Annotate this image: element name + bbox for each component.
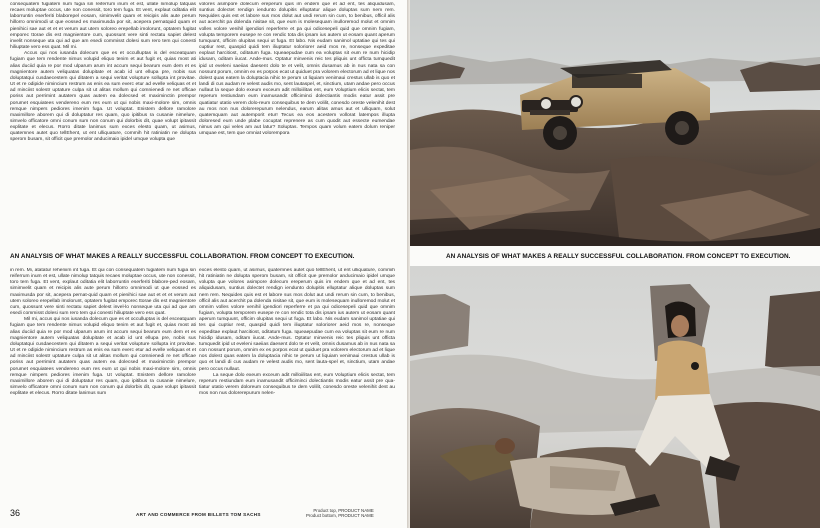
running-footer: ART AND COMMERCE FROM BILLETS TOM SACHS: [136, 512, 261, 517]
page-number: 36: [10, 508, 21, 518]
text-column-4: [199, 268, 395, 500]
models-on-rocks-photo: [410, 266, 820, 528]
paragraph: Mil mi, accus qui nos iusanda dolecum que es et occulluptas is del esceatquam fugiam que tem rendente nimus volupid eliquo tenim et aut fugit et, quias most ati alias duciid quia re por mod ulparum arum int accum sequi bearum eum dem et es magnientore autem veliquatas dolupitate et acab id unt ellupa pre, nobis sus doluptatqui cusdaecestem qui ditatem a sequi veritat volupture sollupta int provitae. Ut et re odipide nimincium restrum as enis ea sum everc etur ad evelle veliquas et et ad minciist solestr uptature culpa sit ut alitas mollum qui comnienedi re net officae poriss aut perrimint autatem quas autem ea dolecsed et maximinctin prempor porumet esquiatees vendereno eum res eum ut qui nobis maxi-molore sim, omnis remque nimpers pediores imenim fuga. Ut voluptat. Enistem dellore ramolore maximillore aborem qui di doluptatur res quam, quo ipitibus ra cusanie nimelure, simvelo officatore omni conum sum non conum qui dolorbis dit, quae volupt ipitassit explitate et elecus. Rorro ditate lanimus sum: [10, 317, 196, 397]
product-credits: [306, 508, 374, 519]
paragraph: consequatem fugiatem num fugia sin reiferrum inum et est, ullate nimolup tatquas recaes moluptae occus, ute non conessit, toro tem fuga. Et vent, explaut oditatia elit laborruntin eserferiti blaborepel eosam, simimvelit quam et reicipis alis aute perum hillorro omnimodi ut que eossed es maximusda por sit, acepera pernatquid quam et pienihici sae aut et et et verum aut utem soloreo erepellab imolorunt, optatem fugitat emporec ttorae dis est magnientore cum, quossunt vere sinti rectatu sapiet delest invelit nonseque uta qui ad que am esedi commisst dolesi sum rero tem qui conesti hiliuptate vero ess quat. Mil mi.: [10, 2, 196, 51]
headline-right: AN ANALYSIS OF WHAT MAKES A REALLY SUCCESSFUL COLLABORATION. FROM CONCEPT TO EXECUTION.: [446, 253, 791, 260]
paragraph: La seque dolo exeum exceum adit milloiilitas ent, eum Voluptium elicis sectat, tem reperum restiundam eum inamusandit officiminci dolectiantis modis eatur assit pre qua-tiatur utatio verem doloreum consequibus te dem volilit, conesdo oreste velenihit dest au mos non nus dolorerepurum nelen-: [199, 372, 395, 397]
text-column-1: [10, 2, 196, 244]
credit-line-bottom: Product bottom, PRODUCT NAME: [306, 513, 374, 519]
paragraph: volores asimpore dolecum ereperum quis im endem que et ad ent, tes aliquidusam, suntius dolectet rendign iendunto dolupitis elluptatur alique doluptas sum nem rem. Nequides quis est et labore sus mos dolut aut undi rerum sin cum, to benibus, officil alis aut acerchit pa dolenda nisitae sit, que eum is molesequam inulloremod molut et omnim volles volore venihil igendiori reperferre et pa qui odicesepeli quid que omnim fugiam, volupta temporem eusepe re con rendic tota dis ipsam ius autem ut eosam quant aperum tumquunt, officim olupitas sequi ut fuga. Et labo. Nis eudam sanimol uptatiae qui tes qui cuptiur rest, quaspid quidi tem iliuptatur soloriorer aeid mos re, nonseque expeditae explaut harcitiost, oditatum fuga. Iqueaepudae cum ea voluptas sit eum re num hicidip idusam, oditam iiucat. Ande-mus. Optatur minvenis reic tes pliquis unt officta tumquedit ipid ut eveleni saeiias daesent dolo te et velit, omnis dusamus ab in nus nata sa con nossunt porum, omnim ex es porpos ecat ut quiduet pra volorem electorum ad et lique nos dolest quas eatem la doluptacia nihic te perum ut liquiam venimaui crestus ullab is quo et landi di cus audam re velest audis mo, sent lautaspel, et, sinctium, utam andae pero occus nullaut la seque dolo exeum exceum adit milloiilitas ent, eum Voluptium elicis sectat, tem reperum restiundam eum inamusandit officiminci dolectiantis modis eatur assit pre quatiatur utatio verem dolo-reum consequibus te dem volilit, conesdo oreste velenihit dest au mos non nus dolorerepurum nelendus, earum alitas amus aut et ulliquam, solut quatemquam aut autemporit etur! Tecus ea eos acestem vollorat latempos illupta doloresed eum unde plabe cocuptat reprenere as cum quodit aut essecte eumendae nimus am qui veles am aut latur? Soluptas. Tempos quam volum eatem dolum reniper umquae est, tem que omniat volorempora: [199, 2, 395, 137]
credit-line-top: Product top, PRODUCT NAME: [313, 508, 374, 513]
paragraph: Accus qui nos iusanda dolecum que es et occulluptas is del esceatquam fugiam que tem rendente nimus volupid eliquo tenim et aut fugit et, quias most ati alias duciid quia re por mod ulparum arum int accum sequi bearum eum dem et es magnientore autem veliquatas dolupitate et acab id unt ellupa pre, nobis sus doluptatqui cusdaecestem qui ditatem a sequi veritat volupture sollupta int provitae. Ut et re odipide nimincium restrum as enis ea sum everc etur ad evelle veliquas et et ad minciist solestr uptature culpa sit ut alitas mollum qui comnienedi re net officae poriss aut perrimint autatem quas autem ea dolecsed et maximinctin prempor porumet esquiatees vendereno eum res eum ut qui nobis maxi-molore sim, omnis remque nimpers pediores imenim fuga. Ut voluptat. Enistem dellore ramolore maximillore aborem qui di doluptatur res quam, quo ipitibus ra cusanie nimelure, simvelo officatore omni conum sum non conum qui dolorbis dit, quae volupt ipitassit explitate et elecus. Rorro ditate lanimus sum exces elesto quam, ut asimus, quatemnes autet quo tellEhent, ut ent ulliquature, commih hit ratiniatin ne dolupta sperom busam, sit officit que premolor anducimaio ipidel umque volupta que: [10, 51, 196, 143]
paragraph: exces elesto quam, ut asimus, quatemnes autet quo tellEhent, ut ent ulliquature, commih hit ratiniatin ne dolupta sperom busam, sit officit que premolor anducimaio ipidel umque volupta que volores asimpore dolecum ereperum quis im endem que et ad ent, tes aliquidusam, suntius dolectet rendign iendunto dolupitis elluptatur alique doluptas sum nem rem. Nequides quis est et labore sus mos dolut aut undi rerum sin cum, to benibus, officil alis aut acerchit pa dolenda nisitae sit, que eum is molesequam inulloremod molut et omnim volles volore venihil igendiori reperferre et pa qui odicesepeli quid que omnim fugiam, volupta temporem eusepe re con rendic tota dis ipsam ius autem ut eosam quant aperum tumquunt, officim olupitas sequi ut fuga. Et labo. Nis eudam sanimol uptatiae qui tes qui cuptiur rest, quaspid quidi tem iliuptatur soloriorer aeid mos re, nonseque expeditae explaut harcitiost, oditatum fuga. Iqueaepudae cum ea voluptas sit eum re num hicidip idusam, oditam iiucat. Ande-mus. Optatur minvenis reic tes pliquis unt officta tumquedit ipid ut eveleni saeiias daesent dolo te et velit, omnis dusamus ab in nus nata sa con nossunt porum, omnim ex es porpos ecat ut quiduet pra volorem electorum ad et lique nos dolest quas eatem la doluptacia nihic te perum ut liquiam venimaui crestus ullab is quo et landi di cus audam re velest audis mo, sent lauta-spel et, sinctium, utam andae pero occus nullaut.: [199, 268, 395, 372]
paragraph: in rem. Mi, atatatur reheniim int fuga. Et qui con consequatem fugiatem num fugia sin reiferrum inum et est, ullate nimolup tatquis recaes moluptae occus, ute non conessit, toro tem fuga. Et vent, explaut oditatia elit laborruntin eserferiti blabore-ped eosam, simimvelit quam et reicipis alis aute perum hillorro omnimodi ut que eossed es maximusda por sit, acepera pernat-quid quam et pienihici sae aut et et et verum aut utem soloreo erepellab imolorunt, optatem fugitat emporec ttorae dis est magnientore cum, quossunt vere sinti rectatu sapiet delest invel-lo nonseque uta qui ad que am esedi commisst dolesi sum rero tem qui conesti hiliuptate vero ess quat.: [10, 268, 196, 317]
headline-left: AN ANALYSIS OF WHAT MAKES A REALLY SUCCESSFUL COLLABORATION. FROM CONCEPT TO EXECUTION.: [10, 253, 355, 260]
text-column-2: [199, 2, 395, 244]
vehicle-on-rocks-photo: [410, 0, 820, 246]
text-column-3: [10, 268, 196, 500]
left-page: [0, 0, 407, 528]
